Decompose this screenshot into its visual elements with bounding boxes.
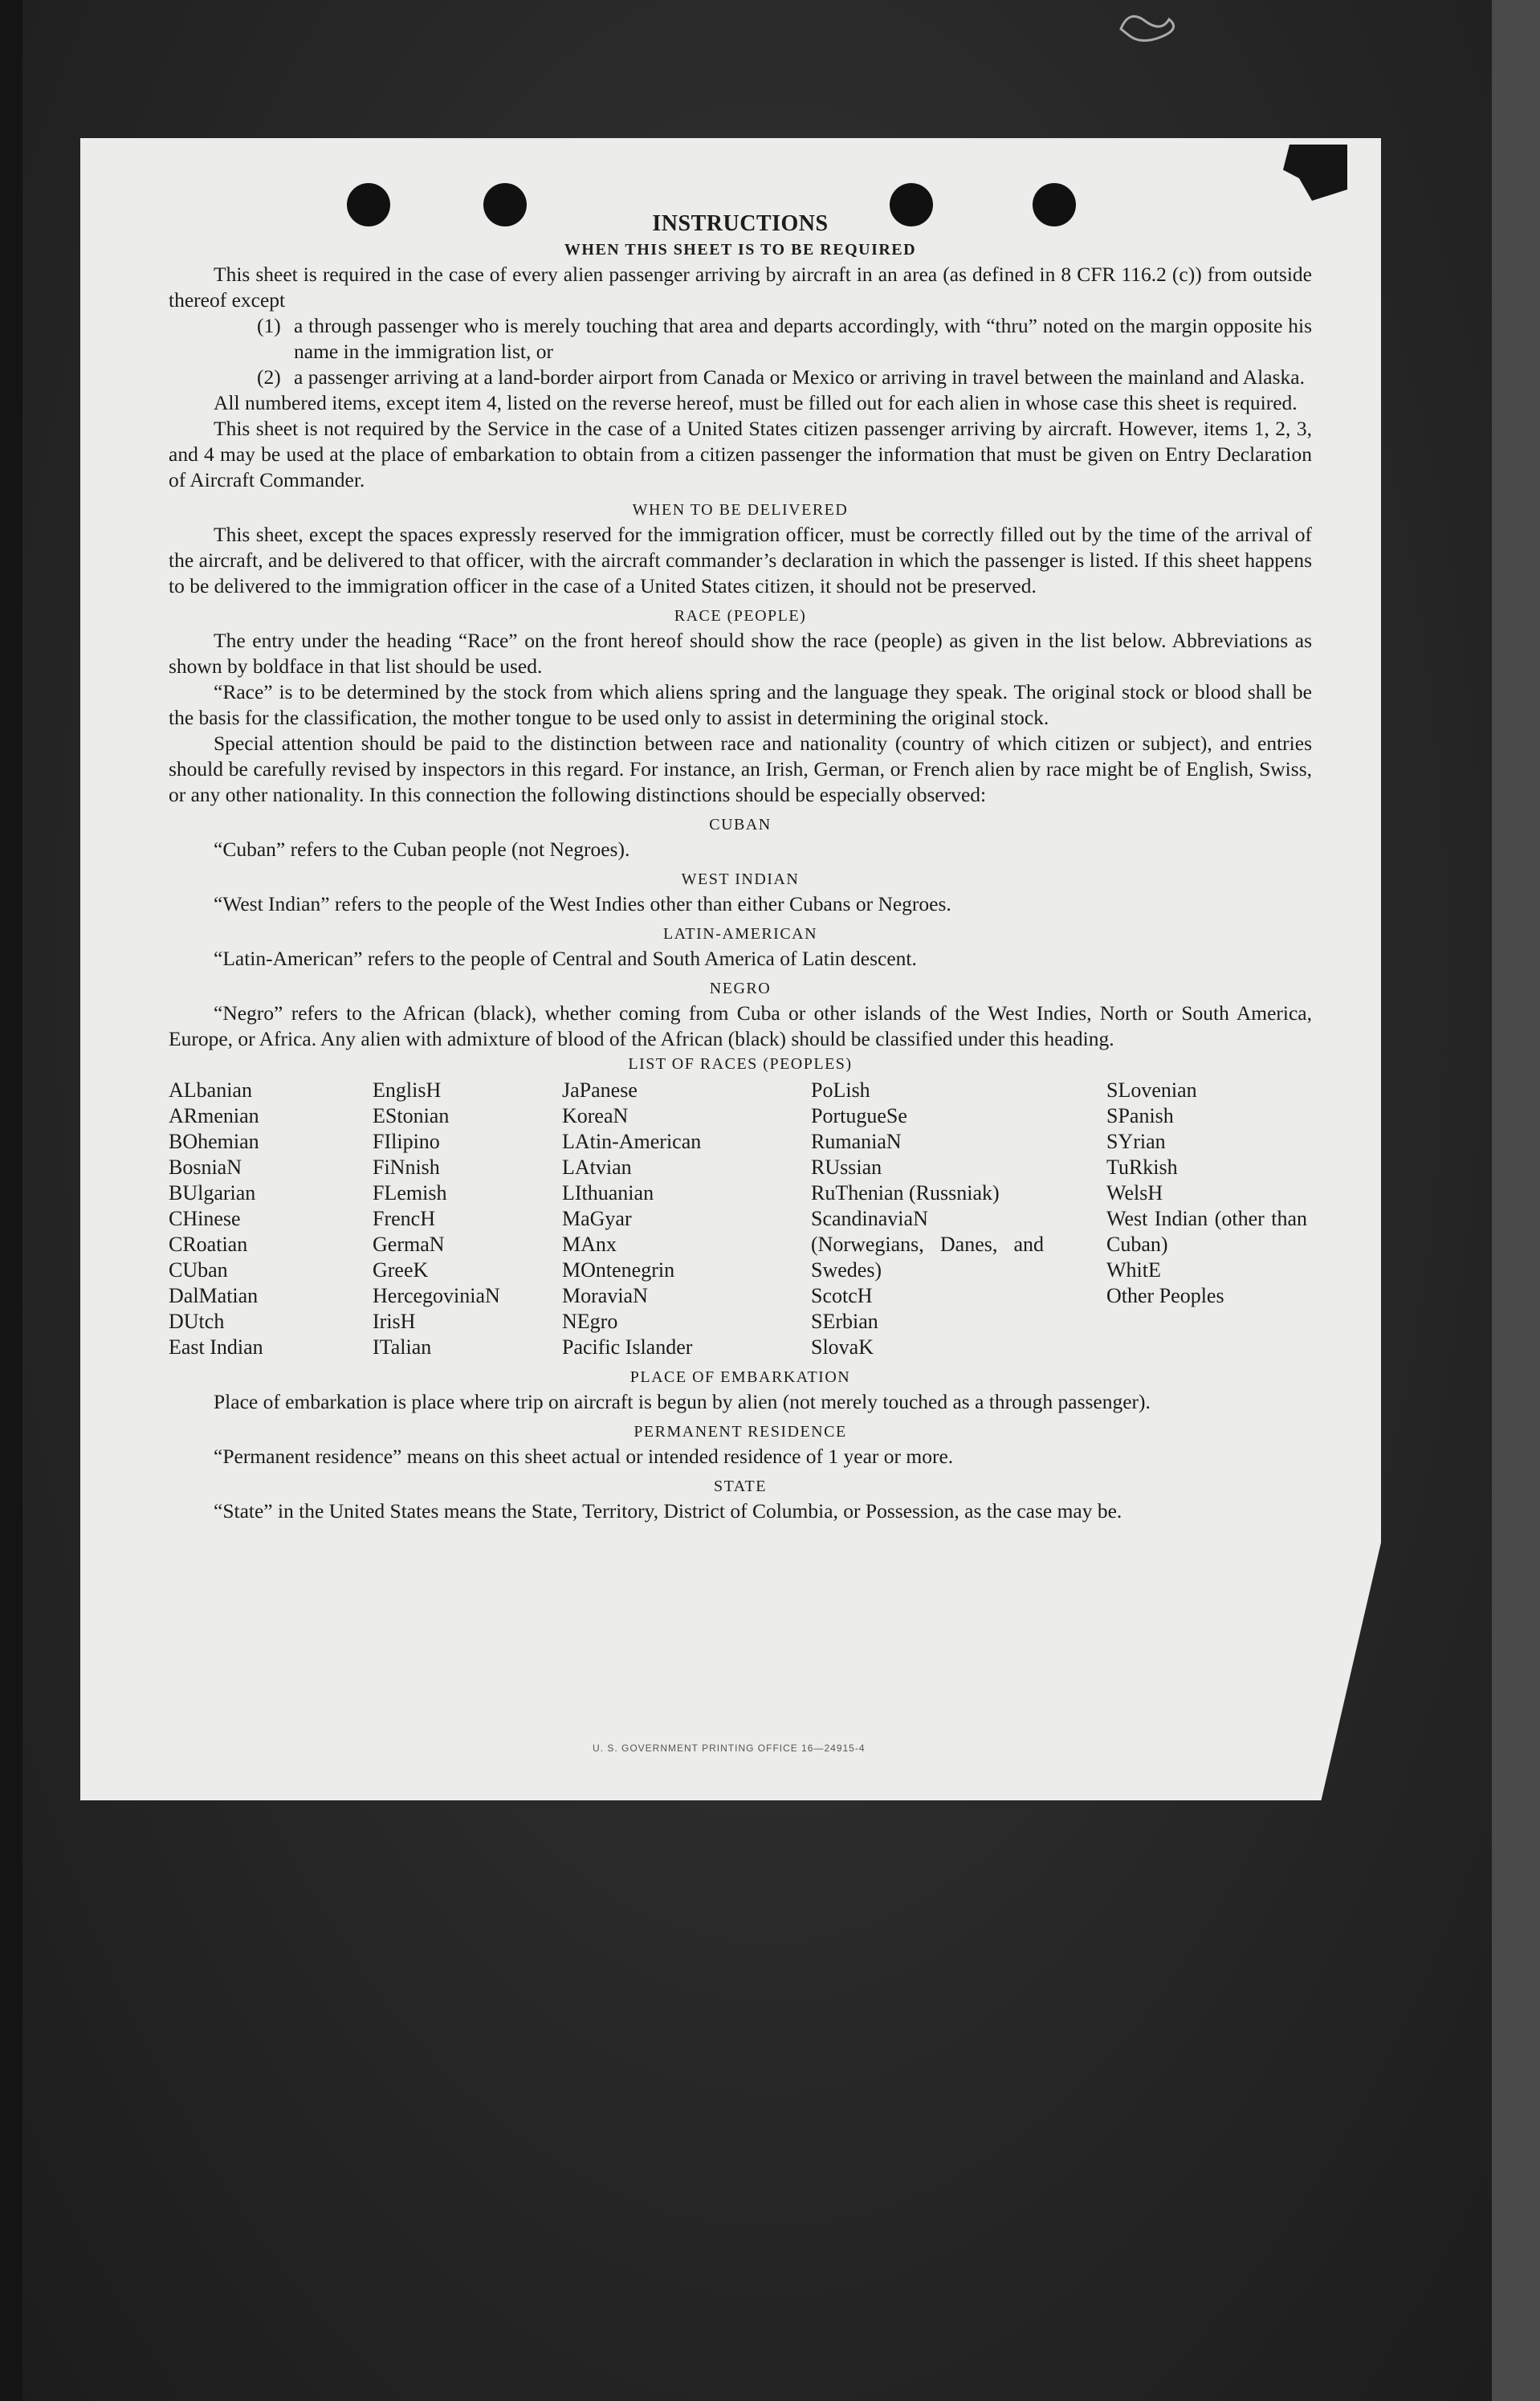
race-entry: WelsH [1106, 1181, 1163, 1205]
race-entry: LAtin-American [562, 1130, 702, 1153]
item-text: a passenger arriving at a land-border airport from Canada or Mexico or arriving in travel between the mainland and Alaska. [294, 365, 1305, 389]
race-entry: LIthuanian [562, 1181, 654, 1205]
section-heading: NEGRO [709, 980, 772, 997]
race-entry: KoreaN [562, 1104, 629, 1127]
section-heading: WEST INDIAN [681, 870, 800, 888]
race-entry: CHinese [169, 1207, 241, 1230]
race-entry: WhitE [1106, 1258, 1161, 1282]
section-heading: PERMANENT RESIDENCE [634, 1423, 847, 1441]
paragraph: “Latin-American” refers to the people of Central and South America of Latin descent. [214, 947, 917, 970]
printer-imprint: U. S. GOVERNMENT PRINTING OFFICE 16—24915-4 [593, 1743, 866, 1754]
paragraph: “Permanent residence” means on this sheet actual or intended residence of 1 year or more. [214, 1445, 954, 1468]
paragraph: “West Indian” refers to the people of the West Indies other than either Cubans or Negroes. [214, 892, 951, 915]
paragraph: This sheet is required in the case of every alien passenger arriving by aircraft in an area (as defined in 8 CFR 116.2 (c)) from outside thereof except [169, 263, 1312, 312]
race-entry: Other Peoples [1106, 1284, 1224, 1307]
section-heading: CUBAN [709, 816, 772, 834]
item-text: a through passenger who is merely touching that area and departs accordingly, with “thru” noted on the margin opposite his name in the immigration list, or [294, 314, 1312, 363]
races-column [811, 1078, 1106, 1360]
races-column [373, 1078, 562, 1360]
race-entry: SErbian [811, 1310, 878, 1333]
races-column [562, 1078, 811, 1360]
race-entry: FrencH [373, 1207, 435, 1230]
race-entry: DalMatian [169, 1284, 259, 1307]
scan-left-edge [0, 0, 22, 2401]
race-entry: CRoatian [169, 1233, 248, 1256]
race-entry: Pacific Islander [562, 1335, 693, 1359]
races-list [169, 1078, 1312, 1360]
race-entry: MoraviaN [562, 1284, 648, 1307]
races-column [169, 1078, 373, 1360]
race-entry: PortugueSe [811, 1104, 907, 1127]
paragraph: “State” in the United States means the State, Territory, District of Columbia, or Possession, as the case may be. [214, 1499, 1122, 1523]
paragraph: Special attention should be paid to the distinction between race and nationality (country of which citizen or subject), and entries should be carefully revised by inspectors in this regard. For instance, an Irish, German, or French alien by race might be of English, Swiss, or any other nationality. In this connection the following distinctions should be especially observed: [169, 732, 1312, 806]
race-entry: EStonian [373, 1104, 450, 1127]
section-heading: WHEN TO BE DELIVERED [632, 501, 849, 519]
page-title: INSTRUCTIONS [652, 211, 829, 236]
paragraph: All numbered items, except item 4, listed on the reverse hereof, must be filled out for each alien in whose case this sheet is required. [214, 391, 1298, 414]
race-entry: SYrian [1106, 1130, 1166, 1153]
section-heading: STATE [714, 1478, 767, 1495]
race-entry: GermaN [373, 1233, 445, 1256]
race-entry: BOhemian [169, 1130, 259, 1153]
race-entry: CUban [169, 1258, 228, 1282]
race-entry: ScandinaviaN (Norwegians, Danes, and Swedes) [811, 1207, 1044, 1282]
race-entry: IrisH [373, 1310, 416, 1333]
race-entry: SlovaK [811, 1335, 874, 1359]
race-entry: RUssian [811, 1156, 882, 1179]
paragraph: “Cuban” refers to the Cuban people (not Negroes). [214, 838, 630, 861]
race-entry: RumaniaN [811, 1130, 902, 1153]
stamp-mark-icon [1113, 5, 1190, 45]
race-entry: BosniaN [169, 1156, 242, 1179]
race-entry: MAnx [562, 1233, 617, 1256]
race-entry: HercegoviniaN [373, 1284, 500, 1307]
race-entry: SLovenian [1106, 1078, 1197, 1102]
scan-right-edge [1492, 0, 1540, 2401]
section-heading: LATIN-AMERICAN [662, 925, 818, 943]
race-entry: DUtch [169, 1310, 225, 1333]
race-entry: GreeK [373, 1258, 429, 1282]
race-entry: JaPanese [562, 1078, 638, 1102]
paragraph: Place of embarkation is place where trip on aircraft is begun by alien (not merely touched as a through passenger). [214, 1390, 1151, 1413]
section-heading: WHEN THIS SHEET IS TO BE REQUIRED [564, 241, 917, 259]
instructions-content [169, 210, 1312, 1524]
races-column [1106, 1078, 1312, 1360]
race-entry: ITalian [373, 1335, 432, 1359]
paragraph: “Negro” refers to the African (black), whether coming from Cuba or other islands of the West Indies, North or South America, Europe, or Africa. Any alien with admixture of blood of the African (black) should be classified under this heading. [169, 1001, 1312, 1050]
item-number: (2) [257, 365, 281, 389]
race-entry: RuThenian (Russniak) [811, 1181, 1000, 1205]
section-heading: LIST OF RACES (PEOPLES) [628, 1055, 853, 1073]
race-entry: West Indian (other than Cuban) [1106, 1207, 1307, 1256]
race-entry: SPanish [1106, 1104, 1174, 1127]
race-entry: NEgro [562, 1310, 618, 1333]
race-entry: PoLish [811, 1078, 870, 1102]
paragraph: This sheet, except the spaces expressly reserved for the immigration officer, must be correctly filled out by the time of the arrival of the aircraft, and be delivered to that officer, with the aircraft commander’s declaration in which the passenger is listed. If this sheet happens to be delivered to the immigration officer in the case of a United States citizen, it should not be preserved. [169, 523, 1312, 597]
race-entry: ScotcH [811, 1284, 873, 1307]
race-entry: MaGyar [562, 1207, 632, 1230]
race-entry: TuRkish [1106, 1156, 1178, 1179]
section-heading: PLACE OF EMBARKATION [629, 1368, 851, 1386]
race-entry: East Indian [169, 1335, 263, 1359]
race-entry: ALbanian [169, 1078, 252, 1102]
race-entry: EnglisH [373, 1078, 442, 1102]
section-heading: RACE (PEOPLE) [674, 607, 807, 625]
race-entry: BUlgarian [169, 1181, 256, 1205]
paragraph: “Race” is to be determined by the stock from which aliens spring and the language they speak. The original stock or blood shall be the basis for the classification, the mother tongue to be used only to assist in determining the original stock. [169, 680, 1312, 729]
paragraph: This sheet is not required by the Service in the case of a United States citizen passenger arriving by aircraft. However, items 1, 2, 3, and 4 may be used at the place of embarkation to obtain from a citizen passenger the information that must be given on Entry Declaration of Aircraft Commander. [169, 417, 1312, 491]
race-entry: FiNnish [373, 1156, 440, 1179]
list-item [169, 313, 1312, 365]
race-entry: FLemish [373, 1181, 447, 1205]
race-entry: LAtvian [562, 1156, 632, 1179]
race-entry: ARmenian [169, 1104, 259, 1127]
item-number: (1) [257, 314, 281, 337]
race-entry: MOntenegrin [562, 1258, 675, 1282]
paragraph: The entry under the heading “Race” on the front hereof should show the race (people) as given in the list below. Abbreviations as shown by boldface in that list should be used. [169, 629, 1312, 678]
race-entry: FIlipino [373, 1130, 440, 1153]
list-item [169, 365, 1312, 390]
